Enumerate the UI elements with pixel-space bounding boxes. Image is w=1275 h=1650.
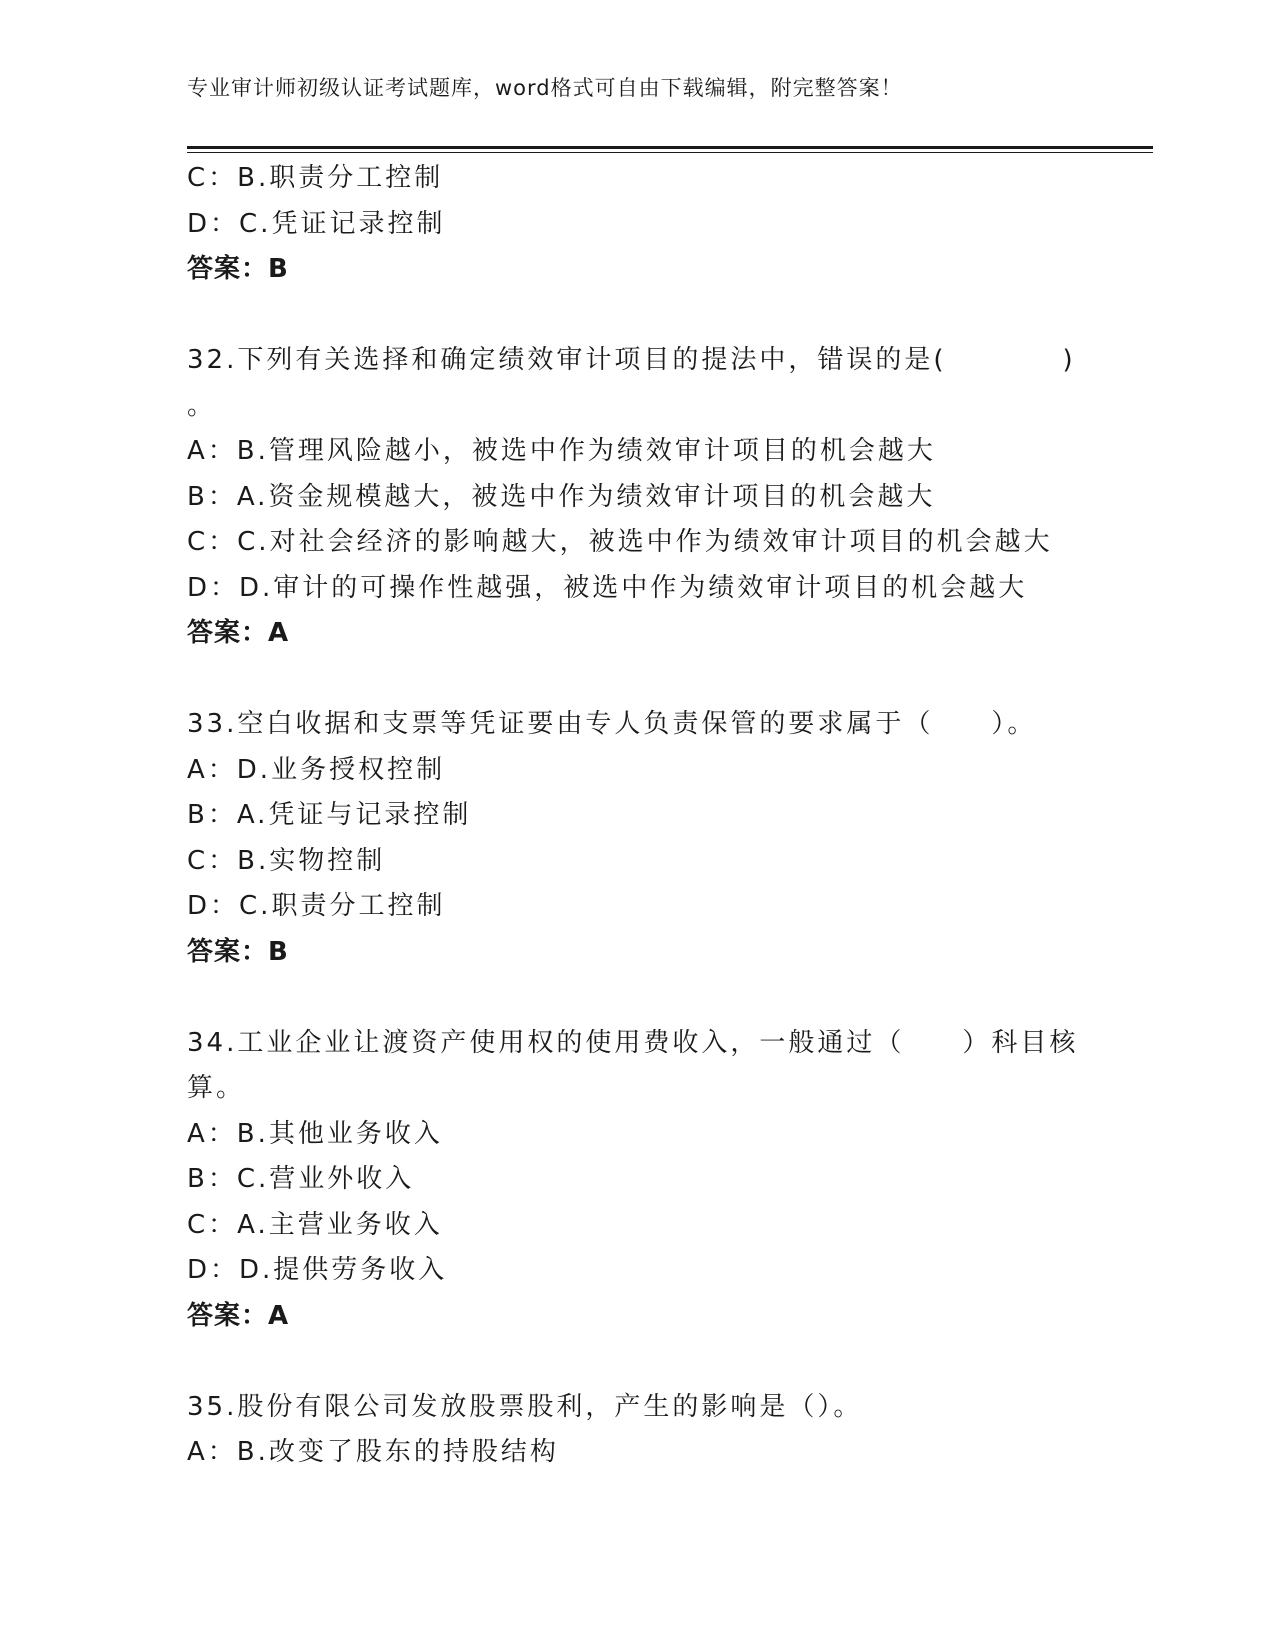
page-header: 专业审计师初级认证考试题库，word格式可自由下载编辑，附完整答案！ <box>187 76 903 100</box>
question-block-32 <box>187 338 1087 657</box>
answer-line: 答案：A <box>187 1300 290 1331</box>
option-b: B：C.营业外收入 <box>187 1164 415 1194</box>
spacer <box>187 1339 1087 1385</box>
option-a: A：B.管理风险越小，被选中作为绩效审计项目的机会越大 <box>187 436 936 466</box>
option-b: B：A.资金规模越大，被选中作为绩效审计项目的机会越大 <box>187 481 936 512</box>
header-rule-thick <box>187 146 1153 149</box>
option-a: A：D.业务授权控制 <box>187 754 446 785</box>
option-c: C：A.主营业务收入 <box>187 1209 443 1240</box>
question-block-33 <box>187 702 1087 975</box>
answer-line: 答案：B <box>187 254 289 284</box>
spacer <box>187 657 1087 703</box>
header-rule-thin <box>187 152 1153 153</box>
option-c: C：B.职责分工控制 <box>187 163 444 193</box>
question-stem: 35.股份有限公司发放股票股利，产生的影响是（）。 <box>187 1391 863 1422</box>
question-block-35 <box>187 1385 1087 1476</box>
option-d: D：C.凭证记录控制 <box>187 208 446 239</box>
option-c: C：B.实物控制 <box>187 845 386 876</box>
option-a: A：B.其他业务收入 <box>187 1118 443 1149</box>
question-block-34 <box>187 1021 1087 1340</box>
spacer <box>187 293 1087 339</box>
question-stem: 33.空白收据和支票等凭证要由专人负责保管的要求属于（ ）。 <box>187 709 1037 739</box>
spacer <box>187 975 1087 1021</box>
option-c: C：C.对社会经济的影响越大，被选中作为绩效审计项目的机会越大 <box>187 527 1053 557</box>
option-d: D：D.提供劳务收入 <box>187 1255 448 1285</box>
question-stem: 32.下列有关选择和确定绩效审计项目的提法中，错误的是( ) <box>187 345 1076 375</box>
answer-line: 答案：B <box>187 936 289 967</box>
option-a: A：B.改变了股东的持股结构 <box>187 1437 559 1467</box>
question-stem-continued: 。 <box>187 390 217 421</box>
answer-line: 答案：A <box>187 618 290 648</box>
question-stem-continued: 算。 <box>187 1073 246 1103</box>
option-b: B：A.凭证与记录控制 <box>187 800 472 830</box>
question-block-31 <box>187 156 1087 293</box>
option-d: D：D.审计的可操作性越强，被选中作为绩效审计项目的机会越大 <box>187 572 1028 603</box>
option-d: D：C.职责分工控制 <box>187 891 446 921</box>
question-content <box>187 156 1087 1476</box>
question-stem: 34.工业企业让渡资产使用权的使用费收入，一般通过（ ）科目核 <box>187 1027 1079 1058</box>
